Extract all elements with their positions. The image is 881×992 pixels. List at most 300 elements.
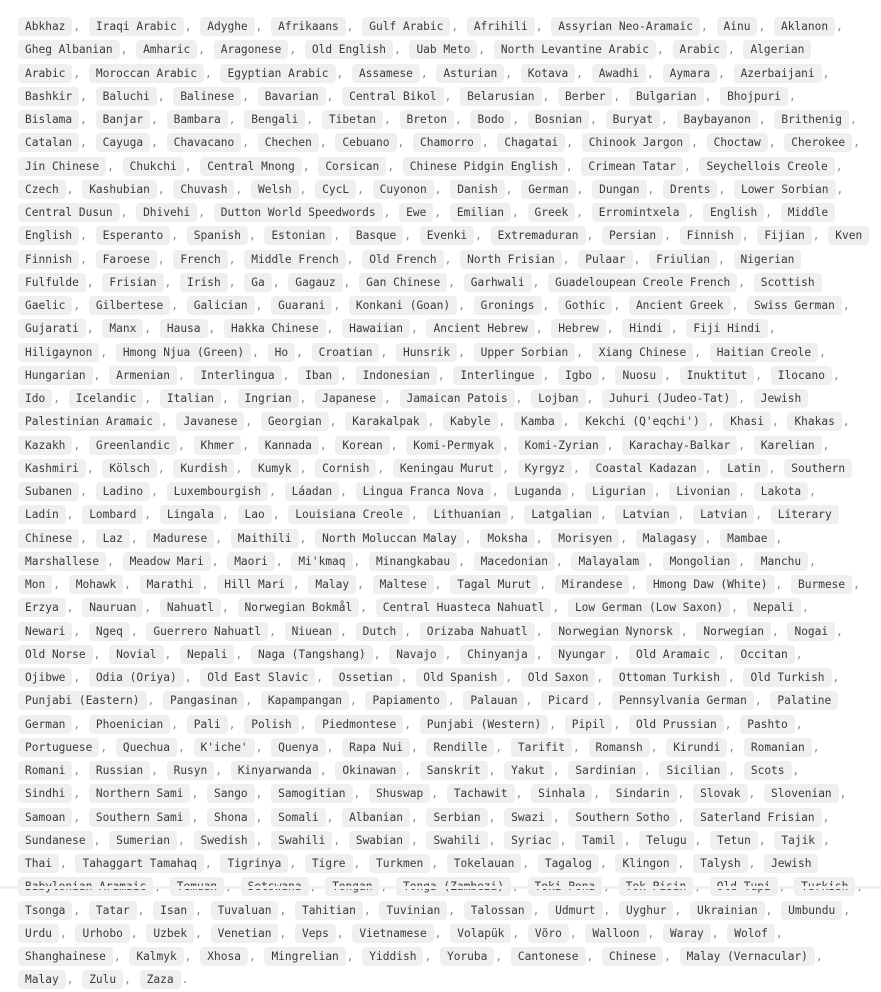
language-tag[interactable]: Mirandese — [555, 575, 630, 594]
language-tag[interactable]: Adyghe — [200, 17, 254, 36]
language-tag[interactable]: Kannada — [258, 436, 319, 455]
language-tag[interactable]: Lithuanian — [427, 505, 508, 524]
language-tag[interactable]: Turkmen — [369, 854, 430, 873]
language-tag[interactable]: Bislama — [18, 110, 79, 129]
language-tag[interactable]: Norwegian Bokmål — [238, 598, 360, 617]
language-tag[interactable]: Jewish — [18, 854, 818, 896]
language-tag[interactable]: Võro — [528, 924, 569, 943]
language-tag[interactable]: Gilbertese — [89, 296, 170, 315]
language-tag[interactable]: Emilian — [450, 203, 511, 222]
language-tag[interactable]: Luxembourgish — [167, 482, 269, 501]
language-tag[interactable]: Karachay-Balkar — [622, 436, 737, 455]
language-tag[interactable]: Kalmyk — [129, 947, 183, 966]
language-tag[interactable]: Meadow Mari — [123, 552, 211, 571]
language-tag[interactable]: Bashkir — [18, 87, 79, 106]
language-tag[interactable]: Uzbek — [146, 924, 194, 943]
language-tag[interactable]: Ainu — [717, 17, 758, 36]
language-tag[interactable]: Brithenig — [774, 110, 849, 129]
language-tag[interactable]: Tibetan — [322, 110, 383, 129]
language-tag[interactable]: Pali — [187, 715, 228, 734]
language-tag[interactable]: Manx — [102, 319, 143, 338]
language-tag[interactable]: Polish — [244, 715, 298, 734]
language-tag[interactable]: Tetun — [710, 831, 758, 850]
language-tag[interactable]: Latvian — [693, 505, 754, 524]
language-tag[interactable]: Danish — [450, 180, 504, 199]
language-tag[interactable]: Moksha — [480, 529, 534, 548]
language-tag[interactable]: Tatar — [89, 901, 137, 920]
language-tag[interactable]: Odia (Oriya) — [89, 668, 184, 687]
language-tag[interactable]: Seychellois Creole — [699, 157, 834, 176]
language-tag[interactable]: Faroese — [96, 250, 157, 269]
language-tag[interactable]: Zulu — [82, 970, 123, 989]
language-tag[interactable]: Ancient Greek — [629, 296, 731, 315]
language-tag[interactable]: K'iche' — [194, 738, 255, 757]
language-tag[interactable]: Baluchi — [96, 87, 157, 106]
language-tag[interactable]: Yakut — [504, 761, 552, 780]
language-tag[interactable]: Malagasy — [636, 529, 704, 548]
language-tag[interactable]: Vietnamese — [352, 924, 433, 943]
language-tag[interactable]: Old French — [362, 250, 443, 269]
language-tag[interactable]: Chavacano — [167, 133, 242, 152]
language-tag[interactable]: Evenki — [420, 226, 474, 245]
language-tag[interactable]: Tajik — [774, 831, 822, 850]
language-tag[interactable]: Kashmiri — [18, 459, 86, 478]
language-tag[interactable]: Tachawit — [447, 784, 515, 803]
language-tag[interactable]: Hebrew — [551, 319, 605, 338]
language-tag[interactable]: Erromintxela — [592, 203, 687, 222]
language-tag[interactable]: Estonian — [264, 226, 332, 245]
language-tag[interactable]: Inuktitut — [680, 366, 755, 385]
language-tag[interactable]: Bosnian — [528, 110, 589, 129]
language-tag[interactable]: Moroccan Arabic — [89, 64, 204, 83]
language-tag[interactable]: Fijian — [757, 226, 811, 245]
language-tag[interactable]: Sindhi — [18, 784, 72, 803]
language-tag[interactable]: Jin Chinese — [18, 157, 106, 176]
language-tag[interactable]: Kekchi (Q'eqchi') — [578, 412, 707, 431]
language-tag[interactable]: Banjar — [96, 110, 150, 129]
language-tag[interactable]: Old Prussian — [629, 715, 724, 734]
language-tag[interactable]: Algerian Arabic — [18, 40, 811, 82]
language-tag[interactable]: Old Aramaic — [629, 645, 717, 664]
language-tag[interactable]: Marshallese — [18, 552, 106, 571]
language-tag[interactable]: Okinawan — [335, 761, 403, 780]
language-tag[interactable]: Scottish Gaelic — [18, 273, 822, 315]
language-tag[interactable]: Latin — [720, 459, 768, 478]
language-tag[interactable]: Old East Slavic — [200, 668, 315, 687]
language-tag[interactable]: Maltese — [373, 575, 434, 594]
language-tag[interactable]: Guerrero Nahuatl — [146, 622, 268, 641]
language-tag[interactable]: Interlingua — [194, 366, 282, 385]
language-tag[interactable]: Romani — [18, 761, 72, 780]
language-tag[interactable]: Hill Mari — [217, 575, 292, 594]
language-tag[interactable]: Hindi — [622, 319, 670, 338]
language-tag[interactable]: Waray — [663, 924, 711, 943]
language-tag[interactable]: Korean — [335, 436, 389, 455]
language-tag[interactable]: Afrikaans — [271, 17, 346, 36]
language-tag[interactable]: Wolof — [727, 924, 775, 943]
language-tag[interactable]: Madurese — [146, 529, 214, 548]
language-tag[interactable]: Laz — [96, 529, 130, 548]
language-tag[interactable]: Urdu — [18, 924, 59, 943]
language-tag[interactable]: Maithili — [231, 529, 299, 548]
language-tag[interactable]: Tahaggart Tamahaq — [75, 854, 204, 873]
language-tag[interactable]: Swahili — [426, 831, 487, 850]
language-tag[interactable]: Thai — [18, 854, 59, 873]
language-tag[interactable]: Umbundu — [781, 901, 842, 920]
language-tag[interactable]: Dutton World Speedwords — [214, 203, 383, 222]
language-tag[interactable]: Mon — [18, 575, 52, 594]
language-tag[interactable]: Shona — [207, 808, 255, 827]
language-tag[interactable]: Mambae — [720, 529, 774, 548]
language-tag[interactable]: Venetian — [211, 924, 279, 943]
language-tag[interactable]: Morisyen — [551, 529, 619, 548]
language-tag[interactable]: Ligurian — [585, 482, 653, 501]
language-tag[interactable]: Gheg Albanian — [18, 40, 120, 59]
language-tag[interactable]: Lingala — [160, 505, 221, 524]
language-tag[interactable]: Georgian — [261, 412, 329, 431]
language-tag[interactable]: Karakalpak — [345, 412, 426, 431]
language-tag[interactable]: Baybayanon — [677, 110, 758, 129]
language-tag[interactable]: Guarani — [271, 296, 332, 315]
language-tag[interactable]: Latvian — [615, 505, 676, 524]
language-tag[interactable]: Cornish — [315, 459, 376, 478]
language-tag[interactable]: Ladin — [18, 505, 66, 524]
language-tag[interactable]: Hmong Daw (White) — [646, 575, 775, 594]
language-tag[interactable]: Gan Chinese — [359, 273, 447, 292]
language-tag[interactable]: Yoruba — [440, 947, 494, 966]
language-tag[interactable]: Portuguese — [18, 738, 99, 757]
language-tag[interactable]: Chinese — [602, 947, 663, 966]
language-tag[interactable]: Rusyn — [167, 761, 215, 780]
language-tag[interactable]: Breton — [400, 110, 454, 129]
language-tag[interactable]: Upper Sorbian — [474, 343, 576, 362]
language-tag[interactable]: Luganda — [507, 482, 568, 501]
language-tag[interactable]: Khmer — [194, 436, 242, 455]
language-tag[interactable]: Ukrainian — [690, 901, 765, 920]
language-tag[interactable]: Asturian — [436, 64, 504, 83]
language-tag[interactable]: Hunsrik — [396, 343, 457, 362]
language-tag[interactable]: Catalan — [18, 133, 79, 152]
language-tag[interactable]: Swiss German — [747, 296, 842, 315]
language-tag[interactable]: Russian — [89, 761, 150, 780]
language-tag[interactable]: Tahitian — [295, 901, 363, 920]
language-tag[interactable]: Crimean Tatar — [581, 157, 683, 176]
language-tag[interactable]: Maori — [227, 552, 275, 571]
language-tag[interactable]: Garhwali — [464, 273, 532, 292]
language-tag[interactable]: Xiang Chinese — [592, 343, 694, 362]
language-tag[interactable]: Louisiana Creole — [288, 505, 410, 524]
language-tag[interactable]: Arabic — [673, 40, 727, 59]
language-tag[interactable]: Newari — [18, 622, 72, 641]
language-tag[interactable]: Swabian — [349, 831, 410, 850]
language-tag[interactable]: Assyrian Neo-Aramaic — [551, 17, 700, 36]
language-tag[interactable]: Old Norse — [18, 645, 93, 664]
language-tag[interactable]: Malay — [18, 970, 66, 989]
language-tag[interactable]: Buryat — [606, 110, 660, 129]
language-tag[interactable]: Udmurt — [548, 901, 602, 920]
language-tag[interactable]: Kabyle — [443, 412, 497, 431]
language-tag[interactable]: Armenian — [109, 366, 177, 385]
language-tag[interactable]: Mi'kmaq — [291, 552, 352, 571]
language-tag[interactable]: Jewish Palestinian Aramaic — [18, 389, 808, 431]
language-tag[interactable]: Macedonian — [474, 552, 555, 571]
language-tag[interactable]: Fiji Hindi — [686, 319, 767, 338]
language-tag[interactable]: Manchu — [754, 552, 808, 571]
language-tag[interactable]: Ottoman Turkish — [612, 668, 727, 687]
language-tag[interactable]: Talossan — [464, 901, 532, 920]
language-tag[interactable]: North Frisian — [460, 250, 562, 269]
language-tag[interactable]: Chagatai — [497, 133, 565, 152]
language-tag[interactable]: Lower Sorbian — [734, 180, 836, 199]
language-tag[interactable]: Phoenician — [89, 715, 170, 734]
language-tag[interactable]: Finnish — [680, 226, 741, 245]
language-tag[interactable]: Bodo — [470, 110, 511, 129]
language-tag[interactable]: Spanish — [187, 226, 248, 245]
language-tag[interactable]: Basque — [349, 226, 403, 245]
language-tag[interactable]: Juhuri (Judeo-Tat) — [602, 389, 737, 408]
language-tag[interactable]: Persian — [602, 226, 663, 245]
language-tag[interactable]: Romansh — [589, 738, 650, 757]
language-tag[interactable]: Komi-Permyak — [406, 436, 501, 455]
language-tag[interactable]: Bulgarian — [629, 87, 704, 106]
language-tag[interactable]: Niuean — [285, 622, 339, 641]
language-tag[interactable]: Central Huasteca Nahuatl — [376, 598, 552, 617]
language-tag[interactable]: Aragonese — [214, 40, 289, 59]
language-tag[interactable]: Isan — [153, 901, 194, 920]
language-tag[interactable]: Urhobo — [75, 924, 129, 943]
language-tag[interactable]: Greek — [528, 203, 576, 222]
language-tag[interactable]: Gujarati — [18, 319, 86, 338]
language-tag[interactable]: Tigrinya — [220, 854, 288, 873]
language-tag[interactable]: Ingrian — [238, 389, 299, 408]
language-tag[interactable]: Azerbaijani — [734, 64, 822, 83]
language-tag[interactable]: Kölsch — [102, 459, 156, 478]
language-tag[interactable]: Indonesian — [356, 366, 437, 385]
language-tag[interactable]: Icelandic — [69, 389, 144, 408]
language-tag[interactable]: Lao — [238, 505, 272, 524]
language-tag[interactable]: Haitian Creole — [710, 343, 818, 362]
language-tag[interactable]: Hiligaynon — [18, 343, 99, 362]
language-tag[interactable]: Nigerian Fulfulde — [18, 250, 801, 292]
language-tag[interactable]: Cherokee — [784, 133, 852, 152]
language-tag[interactable]: Somali — [271, 808, 325, 827]
language-tag[interactable]: Walloon — [585, 924, 646, 943]
language-tag[interactable]: Ilocano — [771, 366, 832, 385]
language-tag[interactable]: Frisian — [102, 273, 163, 292]
language-tag[interactable]: Sinhala — [531, 784, 592, 803]
language-tag[interactable]: Ladino — [96, 482, 150, 501]
language-tag[interactable]: Kurdish — [173, 459, 234, 478]
language-tag[interactable]: French — [173, 250, 227, 269]
language-tag[interactable]: Malayalam — [571, 552, 646, 571]
language-tag[interactable]: Kapampangan — [261, 691, 349, 710]
language-tag[interactable]: Shuswap — [369, 784, 430, 803]
language-tag[interactable]: Abkhaz — [18, 17, 72, 36]
language-tag[interactable]: Italian — [160, 389, 221, 408]
language-tag[interactable]: Low German (Low Saxon) — [568, 598, 730, 617]
language-tag[interactable]: Volapük — [450, 924, 511, 943]
language-tag[interactable]: Navajo — [389, 645, 443, 664]
language-tag[interactable]: Ojibwe — [18, 668, 72, 687]
language-tag[interactable]: Old Turkish — [743, 668, 831, 687]
language-tag[interactable]: Uab Meto — [409, 40, 477, 59]
language-tag[interactable]: Tokelauan — [447, 854, 522, 873]
language-tag[interactable]: North Levantine Arabic — [494, 40, 656, 59]
language-tag[interactable]: Marathi — [140, 575, 201, 594]
language-tag[interactable]: Dhivehi — [136, 203, 197, 222]
language-tag[interactable]: Chinook Jargon — [582, 133, 690, 152]
language-tag[interactable]: Minangkabau — [369, 552, 457, 571]
language-tag[interactable]: Latgalian — [524, 505, 599, 524]
language-tag[interactable]: Ido — [18, 389, 52, 408]
language-tag[interactable]: Syriac — [504, 831, 558, 850]
language-tag[interactable]: Pennsylvania German — [612, 691, 754, 710]
language-tag[interactable]: Aymara — [663, 64, 717, 83]
language-tag[interactable]: Gagauz — [288, 273, 342, 292]
language-tag[interactable]: Tigre — [305, 854, 353, 873]
language-tag[interactable]: Irish — [180, 273, 228, 292]
language-tag[interactable]: Ho — [268, 343, 295, 362]
language-tag[interactable]: Bengali — [244, 110, 305, 129]
language-tag[interactable]: Zaza — [140, 970, 181, 989]
language-tag[interactable]: Albanian — [342, 808, 410, 827]
language-tag[interactable]: Middle French — [244, 250, 346, 269]
language-tag[interactable]: English — [703, 203, 764, 222]
language-tag[interactable]: Klingon — [615, 854, 676, 873]
language-tag[interactable]: Malay (Vernacular) — [680, 947, 815, 966]
language-tag[interactable]: Rapa Nui — [342, 738, 410, 757]
language-tag[interactable]: Japanese — [315, 389, 383, 408]
language-tag[interactable]: Dungan — [592, 180, 646, 199]
language-tag[interactable]: Hakka Chinese — [224, 319, 326, 338]
language-tag[interactable]: Kven Finnish — [18, 226, 869, 268]
language-tag[interactable]: Tuvaluan — [211, 901, 279, 920]
language-tag[interactable]: Chamorro — [413, 133, 481, 152]
language-tag[interactable]: Cebuano — [335, 133, 396, 152]
language-tag[interactable]: Sundanese — [18, 831, 93, 850]
language-tag[interactable]: Norwegian — [696, 622, 771, 641]
language-tag[interactable]: Middle English — [18, 203, 835, 245]
language-tag[interactable]: Sango — [207, 784, 255, 803]
language-tag[interactable]: Tagalog — [538, 854, 599, 873]
language-tag[interactable]: Kamba — [514, 412, 562, 431]
language-tag[interactable]: Quenya — [271, 738, 325, 757]
language-tag[interactable]: Orizaba Nahuatl — [420, 622, 535, 641]
language-tag[interactable]: Tarifit — [511, 738, 572, 757]
language-tag[interactable]: Central Bikol — [342, 87, 444, 106]
language-tag[interactable]: Hausa — [160, 319, 208, 338]
language-tag[interactable]: Komi-Zyrian — [518, 436, 606, 455]
language-tag[interactable]: Telugu — [639, 831, 693, 850]
language-tag[interactable]: Nuosu — [615, 366, 663, 385]
language-tag[interactable]: Southern Subanen — [18, 459, 852, 501]
language-tag[interactable]: Ngeq — [89, 622, 130, 641]
language-tag[interactable]: Literary Chinese — [18, 505, 839, 547]
language-tag[interactable]: Ewe — [399, 203, 433, 222]
language-tag[interactable]: Cayuga — [96, 133, 150, 152]
language-tag[interactable]: North Moluccan Malay — [315, 529, 464, 548]
language-tag[interactable]: Sindarin — [609, 784, 677, 803]
language-tag[interactable]: Nauruan — [82, 598, 143, 617]
language-tag[interactable]: Interlingue — [453, 366, 541, 385]
language-tag[interactable]: Khasi — [723, 412, 771, 431]
language-tag[interactable]: Swazi — [504, 808, 552, 827]
language-tag[interactable]: Rendille — [426, 738, 494, 757]
language-tag[interactable]: Naga (Tangshang) — [251, 645, 373, 664]
language-tag[interactable]: Sumerian — [109, 831, 177, 850]
language-tag[interactable]: Veps — [295, 924, 336, 943]
language-tag[interactable]: Berber — [558, 87, 612, 106]
language-tag[interactable]: Tagal Murut — [450, 575, 538, 594]
language-tag[interactable]: Central Mnong — [200, 157, 302, 176]
language-tag[interactable]: Gulf Arabic — [362, 17, 450, 36]
language-tag[interactable]: Palauan — [463, 691, 524, 710]
language-tag[interactable]: Bhojpuri — [720, 87, 788, 106]
language-tag[interactable]: Croatian — [312, 343, 380, 362]
language-tag[interactable]: Jamaican Patois — [400, 389, 515, 408]
language-tag[interactable]: Assamese — [352, 64, 420, 83]
language-tag[interactable]: Samogitian — [271, 784, 352, 803]
language-tag[interactable]: Quechua — [116, 738, 177, 757]
language-tag[interactable]: Sanskrit — [420, 761, 488, 780]
language-tag[interactable]: Cuyonon — [373, 180, 434, 199]
language-tag[interactable]: Cantonese — [511, 947, 586, 966]
language-tag[interactable]: Kinyarwanda — [231, 761, 319, 780]
language-tag[interactable]: Corsican — [318, 157, 386, 176]
language-tag[interactable]: Kotava — [521, 64, 575, 83]
language-tag[interactable]: Konkani (Goan) — [349, 296, 457, 315]
language-tag[interactable]: Iraqi Arabic — [89, 17, 184, 36]
language-tag[interactable]: Gothic — [558, 296, 612, 315]
language-tag[interactable]: Slovak — [693, 784, 747, 803]
language-tag[interactable]: Swedish — [194, 831, 255, 850]
language-tag[interactable]: Kazakh — [18, 436, 72, 455]
language-tag[interactable]: Chechen — [258, 133, 319, 152]
language-tag[interactable]: Tuvinian — [379, 901, 447, 920]
language-tag[interactable]: Bavarian — [258, 87, 326, 106]
language-tag[interactable]: Drents — [663, 180, 717, 199]
language-tag[interactable]: Guadeloupean Creole French — [548, 273, 737, 292]
language-tag[interactable]: Serbian — [426, 808, 487, 827]
language-tag[interactable]: Palatine German — [18, 691, 838, 733]
language-tag[interactable]: Talysh — [693, 854, 747, 873]
language-tag[interactable]: Shanghainese — [18, 947, 113, 966]
language-tag[interactable]: Awadhi — [592, 64, 646, 83]
language-tag[interactable]: Amharic — [136, 40, 197, 59]
language-tag[interactable]: Karelian — [754, 436, 822, 455]
language-tag[interactable]: Picard — [541, 691, 595, 710]
language-tag[interactable]: Pangasinan — [163, 691, 244, 710]
language-tag[interactable]: Burmese — [791, 575, 852, 594]
language-tag[interactable]: Romanian — [744, 738, 812, 757]
language-tag[interactable]: Tamil — [575, 831, 623, 850]
language-tag[interactable]: Kyrgyz — [518, 459, 572, 478]
language-tag[interactable]: Hawaiian — [342, 319, 410, 338]
language-tag[interactable]: Chukchi — [123, 157, 184, 176]
language-tag[interactable]: Kumyk — [251, 459, 299, 478]
language-tag[interactable]: Lakota — [754, 482, 808, 501]
language-tag[interactable]: Malay — [308, 575, 356, 594]
language-tag[interactable]: Scots — [744, 761, 792, 780]
language-tag[interactable]: Punjabi (Eastern) — [18, 691, 147, 710]
language-tag[interactable]: Chinese Pidgin English — [403, 157, 565, 176]
language-tag[interactable]: Novial — [109, 645, 163, 664]
language-tag[interactable]: Iban — [298, 366, 339, 385]
language-tag[interactable]: Tsonga — [18, 901, 72, 920]
language-tag[interactable]: Nahuatl — [160, 598, 221, 617]
language-tag[interactable]: Láadan — [285, 482, 339, 501]
language-tag[interactable]: Pashto — [740, 715, 794, 734]
